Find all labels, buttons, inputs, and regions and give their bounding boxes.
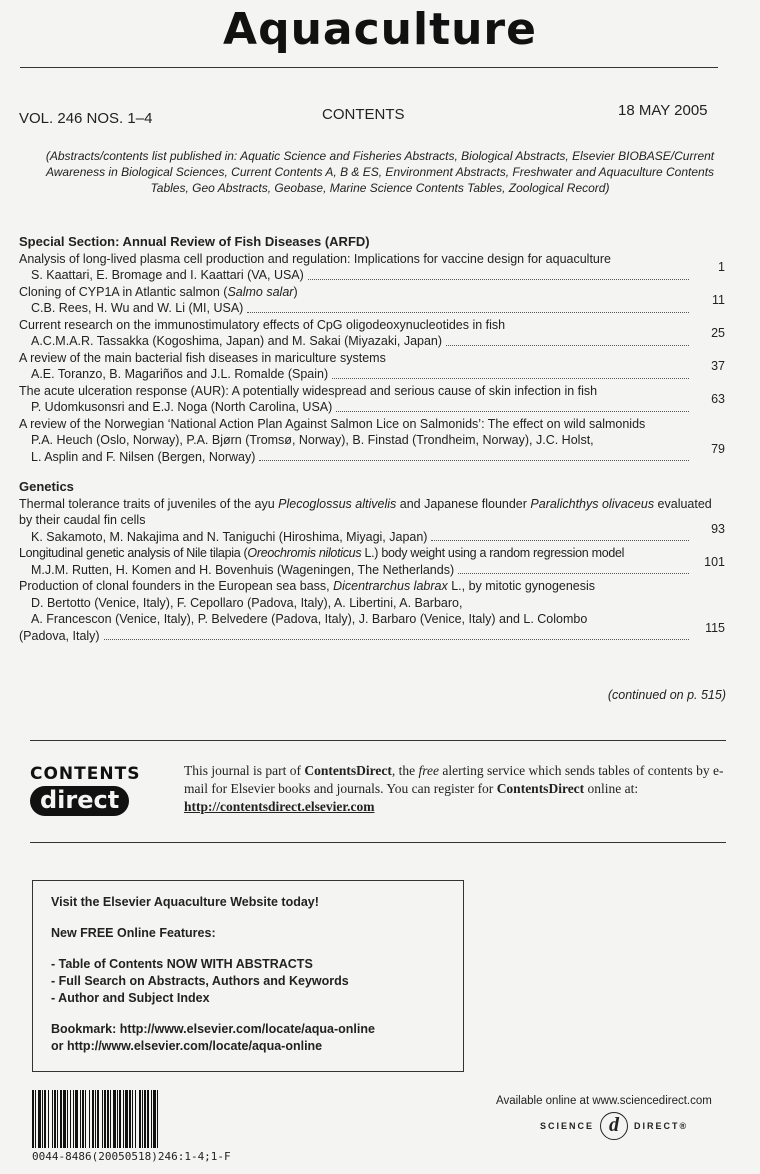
article-title: Current research on the immunostimulatory effects of CpG oligodeoxynucleotides in fish xyxy=(19,317,506,332)
article-entry[interactable] xyxy=(19,251,725,284)
contents-direct-text: This journal is part of ContentsDirect, the free alerting service which sends tables of contents by e-mail for Elsevier books and journals. You can register for ContentsDirect online at: http://contentsdirect.elsevier.com xyxy=(184,763,724,814)
page-number: 37 xyxy=(711,359,725,373)
table-of-contents xyxy=(19,234,725,644)
article-authors: A.C.M.A.R. Tassakka (Kogoshima, Japan) and M. Sakai (Miyazaki, Japan) xyxy=(31,333,446,350)
abstracts-note: (Abstracts/contents list published in: Aquatic Science and Fisheries Abstracts, Biological Abstracts, Elsevier BIOBASE/Current Awareness in Biological Sciences, Current Contents A, B & ES, Environment Abstracts, Freshwater and Aquaculture Contents Tables, Geo Abstracts, Geobase, Marine Science Contents Tables, Zoological Record) xyxy=(45,149,715,195)
barcode-number: 0044-8486(20050518)246:1-4;1-F xyxy=(32,1150,231,1163)
page-number: 93 xyxy=(711,521,725,536)
page-number: 1 xyxy=(718,260,725,274)
contents-direct-link[interactable]: http://contentsdirect.elsevier.com xyxy=(184,799,375,814)
article-entry[interactable] xyxy=(19,317,725,350)
article-authors: L. Asplin and F. Nilsen (Bergen, Norway) xyxy=(31,449,259,466)
page-number: 115 xyxy=(705,620,725,635)
volume-label: VOL. 246 NOS. 1–4 xyxy=(19,110,153,127)
article-authors: K. Sakamoto, M. Nakajima and N. Taniguchi (Hiroshima, Miyagi, Japan) xyxy=(31,529,431,546)
feature-item: - Full Search on Abstracts, Authors and Keywords xyxy=(51,974,349,988)
website-headline: Visit the Elsevier Aquaculture Website today! xyxy=(51,895,319,909)
article-authors: M.J.M. Rutten, H. Komen and H. Bovenhuis (Wageningen, The Netherlands) xyxy=(31,562,458,579)
article-title: Longitudinal genetic analysis of Nile tilapia (Oreochromis niloticus L.) body weight using a random regression model xyxy=(19,546,625,560)
article-authors: A.E. Toranzo, B. Magariños and J.L. Romalde (Spain) xyxy=(31,366,332,383)
article-authors: S. Kaattari, E. Bromage and I. Kaattari (VA, USA) xyxy=(31,267,308,284)
section-heading: Special Section: Annual Review of Fish Diseases (ARFD) xyxy=(19,234,370,249)
article-entry[interactable] xyxy=(19,383,725,416)
page-number: 101 xyxy=(704,554,725,569)
article-entry[interactable] xyxy=(19,350,725,383)
sciencedirect-available: Available online at www.sciencedirect.com xyxy=(496,1095,712,1107)
barcode xyxy=(32,1090,264,1148)
article-entry[interactable] xyxy=(19,284,725,317)
divider xyxy=(30,740,726,741)
sciencedirect-logo: SCIENCE d DIRECT® xyxy=(540,1112,688,1140)
article-authors: P. Udomkusonsri and E.J. Noga (North Carolina, USA) xyxy=(31,399,336,416)
article-title: Cloning of CYP1A in Atlantic salmon (Salmo salar) xyxy=(19,284,298,299)
page-number: 63 xyxy=(711,392,725,406)
article-entry[interactable] xyxy=(19,578,725,644)
page-number: 79 xyxy=(711,441,725,456)
article-authors: P.A. Heuch (Oslo, Norway), P.A. Bjørn (Tromsø, Norway), B. Finstad (Trondheim, Norway), J.C. Holst, xyxy=(31,433,594,447)
title-rule xyxy=(20,67,718,68)
page-number: 11 xyxy=(712,293,725,307)
article-title: A review of the Norwegian ‘National Action Plan Against Salmon Lice on Salmonids’: The effect on wild salmonids xyxy=(19,416,646,431)
article-entry[interactable] xyxy=(19,545,725,578)
article-title: Analysis of long-lived plasma cell production and regulation: Implications for vaccine design for aquaculture xyxy=(19,251,611,266)
contents-label: CONTENTS xyxy=(322,106,405,123)
article-title: Production of clonal founders in the European sea bass, Dicentrarchus labrax L., by mitotic gynogenesis xyxy=(19,579,596,593)
bookmark-link[interactable]: Bookmark: http://www.elsevier.com/locate/aqua-online xyxy=(51,1022,375,1036)
article-title: The acute ulceration response (AUR): A potentially widespread and serious cause of skin infection in fish xyxy=(19,383,598,398)
article-authors: (Padova, Italy) xyxy=(19,628,104,645)
article-title: Thermal tolerance traits of juveniles of the ayu Plecoglossus altivelis and Japanese flounder Paralichthys olivaceus evaluated by their caudal fin cells xyxy=(19,496,712,527)
article-entry[interactable] xyxy=(19,496,725,546)
article-authors: C.B. Rees, H. Wu and W. Li (MI, USA) xyxy=(31,300,247,317)
issue-date: 18 MAY 2005 xyxy=(618,102,708,119)
continued-note: (continued on p. 515) xyxy=(607,688,726,702)
feature-item: - Table of Contents NOW WITH ABSTRACTS xyxy=(51,957,313,971)
article-entry[interactable] xyxy=(19,416,725,466)
feature-item: - Author and Subject Index xyxy=(51,991,210,1005)
page-number: 25 xyxy=(711,326,725,340)
section-heading: Genetics xyxy=(19,479,74,494)
article-authors: D. Bertotto (Venice, Italy), F. Cepollaro (Padova, Italy), A. Libertini, A. Barbaro, xyxy=(31,595,463,610)
article-title: A review of the main bacterial fish diseases in mariculture systems xyxy=(19,350,386,365)
contents-direct-logo: CONTENTS direct xyxy=(30,764,141,814)
journal-title: Aquaculture xyxy=(223,4,537,55)
website-box xyxy=(32,880,464,1072)
article-authors: A. Francescon (Venice, Italy), P. Belvedere (Padova, Italy), J. Barbaro (Venice, Italy) and L. Colombo xyxy=(31,612,588,626)
bookmark-link[interactable]: or http://www.elsevier.com/locate/aqua-online xyxy=(51,1039,323,1053)
features-title: New FREE Online Features: xyxy=(51,926,216,940)
divider xyxy=(30,842,726,843)
